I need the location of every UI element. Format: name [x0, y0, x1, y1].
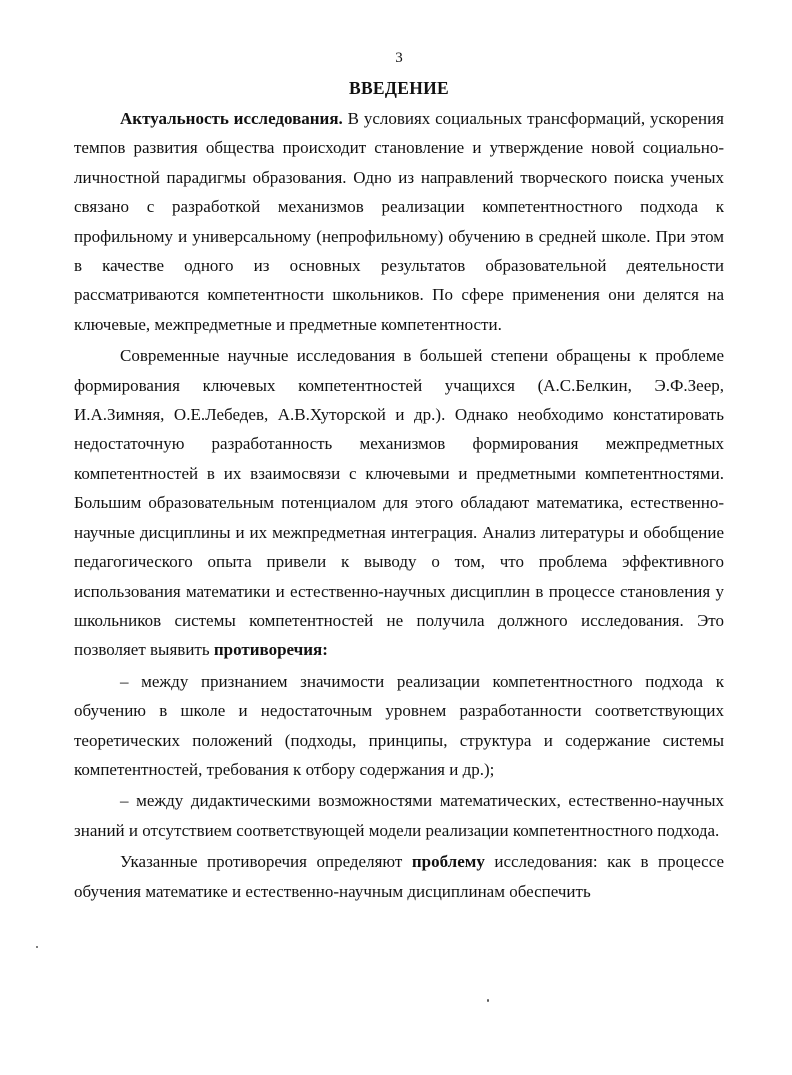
- paragraph-research-state: [74, 341, 724, 664]
- relevance-label: Актуальность исследования.: [120, 109, 343, 128]
- contradiction-item-2: – между дидактическими возможностями математических, естественно-научных знаний и отсутствием соответствующей модели реализации компетентностного подхода.: [74, 791, 724, 840]
- problem-text-a: Указанные противоречия определяют: [120, 852, 412, 872]
- document-page: [74, 0, 724, 1075]
- contradiction-item-1: – между признанием значимости реализации компетентностного подхода к обучению в школе и недостаточным уровнем разработанности соответствующих теоретических положений (подходы, принципы, структура и содержание системы компетентностей, требования к отбору содержания и др.);: [74, 671, 724, 779]
- contradictions-label: противоречия:: [213, 640, 328, 660]
- paragraph-problem: [74, 847, 724, 906]
- scan-speck: [487, 999, 489, 1002]
- problem-label: проблему: [411, 852, 485, 872]
- section-heading: ВВЕДЕНИЕ: [348, 78, 450, 98]
- problem-text-b: исследования: как в процессе обучения математике и естественно-научным дисциплинам обеспечить: [74, 852, 725, 901]
- body-text: [74, 104, 724, 906]
- relevance-text: В условиях социальных трансформаций, ускорения темпов развития общества происходит становление и утверждение новой социально-личностной парадигмы образования. Одно из направлений творческого поиска ученых связано с разработкой механизмов реализации компетентностного подхода к профильному и универсальному (непрофильному) обучению в средней школе. При этом в качестве одного из основных результатов образовательной деятельности рассматриваются компетентности школьников. По сфере применения они делятся на ключевые, межпредметные и предметные компетентности.: [74, 109, 724, 334]
- page-number: 3: [395, 50, 403, 66]
- scan-speck: [36, 946, 38, 948]
- paragraph-relevance: [74, 104, 724, 339]
- research-state-text: Современные научные исследования в большей степени обращены к проблеме формирования ключевых компетентностей учащихся (А.С.Белкин, Э.Ф.Зеер, И.А.Зимняя, О.Е.Лебедев, А.В.Хуторской и др.). Однако необходимо констатировать недостаточную разработанность механизмов формирования межпредметных компетентностей в их взаимосвязи с ключевыми и предметными компетентностями. Большим образовательным потенциалом для этого обладают математика, естественно-научные дисциплины и их межпредметная интеграция. Анализ литературы и обобщение педагогического опыта привели к выводу о том, что проблема эффективного использования математики и естественно-научных дисциплин в процессе становления у школьников системы компетентностей не получила должного исследования. Это позволяет выявить: [74, 346, 724, 660]
